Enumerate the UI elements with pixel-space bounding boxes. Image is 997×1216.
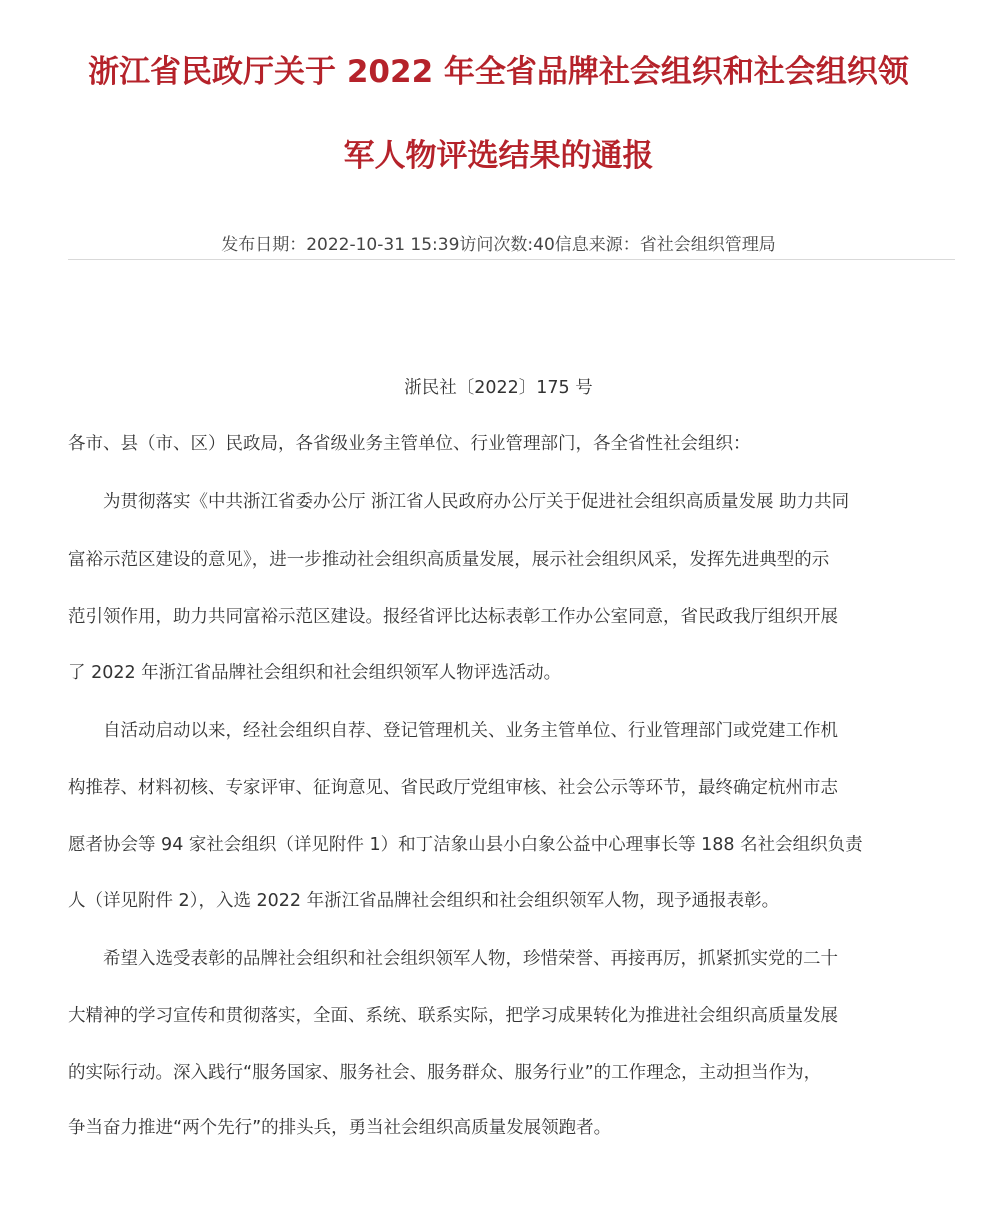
paragraph-2-line: 构推荐、材料初核、专家评审、征询意见、省民政厅党组审核、社会公示等环节，最终确定杭州市志 — [68, 778, 838, 798]
article-meta: 发布日期：2022-10-31 15:39访问次数:40信息来源：省社会组织管理局 — [221, 235, 776, 255]
paragraph-1-line: 富裕示范区建设的意见》，进一步推动社会组织高质量发展，展示社会组织风采，发挥先进典型的示 — [68, 550, 830, 570]
paragraph-2-line: 人（详见附件 2），入选 2022 年浙江省品牌社会组织和社会组织领军人物，现予通报表彰。 — [68, 891, 780, 911]
paragraph-3-line: 争当奋力推进“两个先行”的排头兵，勇当社会组织高质量发展领跑者。 — [68, 1118, 612, 1138]
header-divider — [68, 259, 955, 260]
paragraph-2-line: 自活动启动以来，经社会组织自荐、登记管理机关、业务主管单位、行业管理部门或党建工作机 — [103, 721, 838, 741]
paragraph-3-line: 的实际行动。深入践行“服务国家、服务社会、服务群众、服务行业”的工作理念，主动担当作为， — [68, 1063, 822, 1083]
paragraph-1-line: 范引领作用，助力共同富裕示范区建设。报经省评比达标表彰工作办公室同意，省民政我厅组织开展 — [68, 607, 838, 627]
paragraph-3-line: 大精神的学习宣传和贯彻落实，全面、系统、联系实际，把学习成果转化为推进社会组织高质量发展 — [68, 1006, 838, 1026]
article-title-line-1: 浙江省民政厅关于 2022 年全省品牌社会组织和社会组织领 — [88, 54, 909, 90]
salutation-line: 各市、县（市、区）民政局，各省级业务主管单位、行业管理部门，各全省性社会组织： — [68, 434, 751, 454]
paragraph-3-line: 希望入选受表彰的品牌社会组织和社会组织领军人物，珍惜荣誉、再接再厉，抓紧抓实党的二十 — [103, 949, 838, 969]
article-title-line-2: 军人物评选结果的通报 — [343, 138, 654, 174]
paragraph-1-line: 了 2022 年浙江省品牌社会组织和社会组织领军人物评选活动。 — [68, 663, 562, 683]
paragraph-2-line: 愿者协会等 94 家社会组织（详见附件 1）和丁洁象山县小白象公益中心理事长等 188 名社会组织负责 — [68, 835, 863, 855]
paragraph-1-line: 为贯彻落实《中共浙江省委办公厅 浙江省人民政府办公厅关于促进社会组织高质量发展 助力共同 — [103, 492, 850, 512]
document-number: 浙民社〔2022〕175 号 — [404, 378, 593, 398]
